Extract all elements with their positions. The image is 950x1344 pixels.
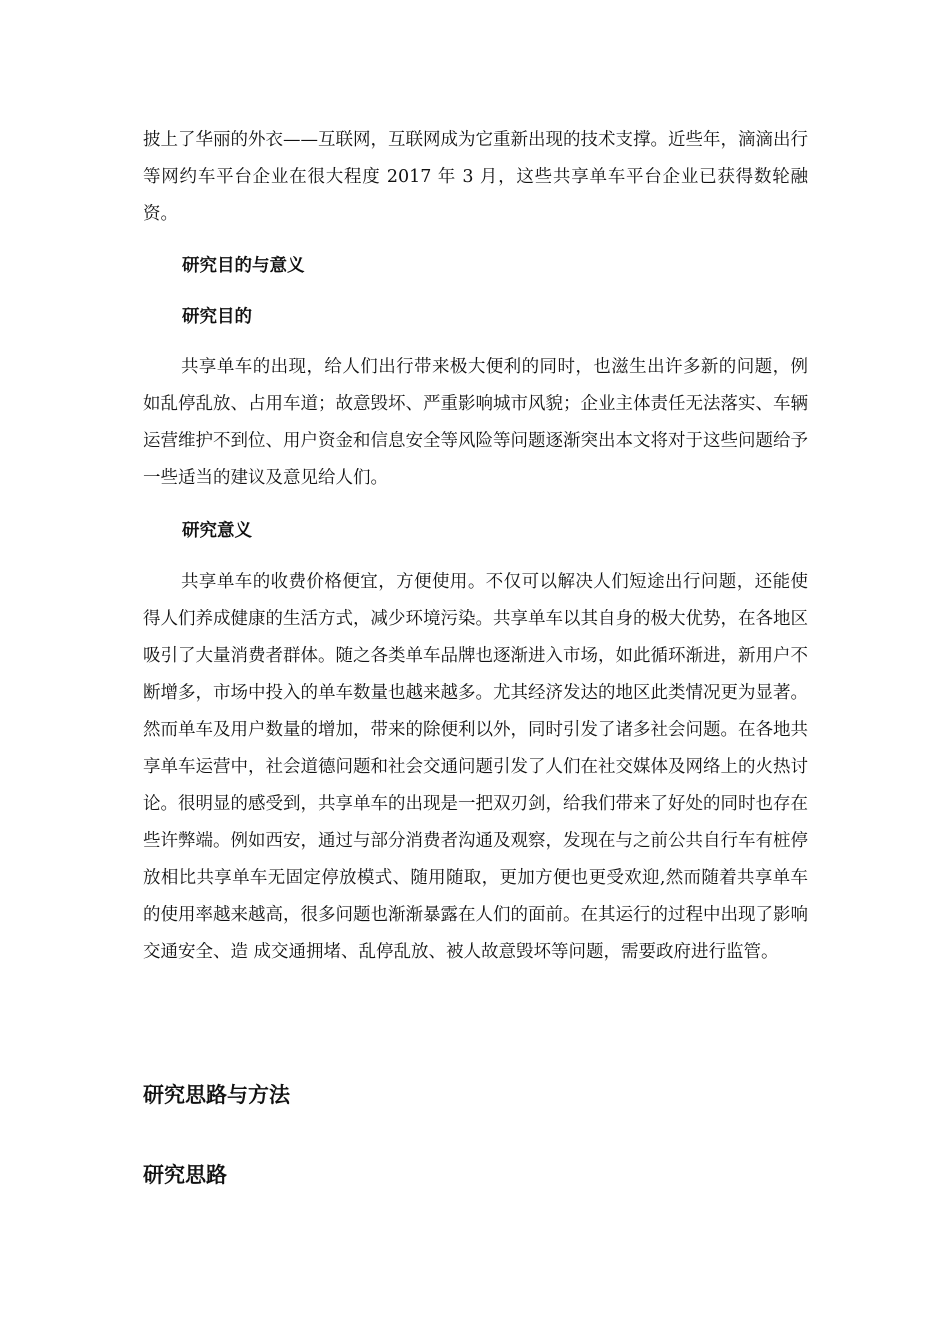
subsection-heading-significance: 研究意义 — [182, 521, 252, 541]
subsection-heading-purpose: 研究目的 — [182, 307, 252, 327]
significance-paragraph: 共享单车的收费价格便宜，方便使用。不仅可以解决人们短途出行问题，还能使得人们养成健康的生活方式，减少环境污染。共享单车以其自身的极大优势，在各地区吸引了大量消费者群体。随之各类单车品牌也逐渐进入市场，如此循环渐进，新用户不断增多，市场中投入的单车数量也越来越多。尤其经济发达的地区此类情况更为显著。然而单车及用户数量的增加，带来的除便利以外，同时引发了诸多社会问题。在各地共享单车运营中，社会道德问题和社会交通问题引发了人们在社交媒体及网络上的火热讨论。很明显的感受到，共享单车的出现是一把双刃剑，给我们带来了好处的同时也存在些许弊端。例如西安，通过与部分消费者沟通及观察，发现在与之前公共自行车有桩停放相比共享单车无固定停放模式、随用随取，更加方便也更受欢迎,然而随着共享单车的使用率越来越高，很多问题也渐渐暴露在人们的面前。在其运行的过程中出现了影响交通安全、造 成交通拥堵、乱停乱放、被人故意毁坏等问题，需要政府进行监管。 — [143, 572, 808, 962]
section-heading-purpose-significance: 研究目的与意义 — [182, 256, 305, 276]
section-heading-methods: 研究思路与方法 — [143, 1082, 290, 1107]
purpose-paragraph: 共享单车的出现，给人们出行带来极大便利的同时，也滋生出许多新的问题，例如乱停乱放、占用车道；故意毁坏、严重影响城市风貌；企业主体责任无法落实、车辆运营维护不到位、用户资金和信息安全等风险等问题逐渐突出本文将对于这些问题给予一些适当的建议及意见给人们。 — [143, 357, 808, 488]
subsection-heading-approach: 研究思路 — [143, 1162, 227, 1187]
intro-paragraph: 披上了华丽的外衣——互联网，互联网成为它重新出现的技术支撑。近些年，滴滴出行等网约车平台企业在很大程度 2017 年 3 月，这些共享单车平台企业已获得数轮融资。 — [143, 130, 808, 224]
